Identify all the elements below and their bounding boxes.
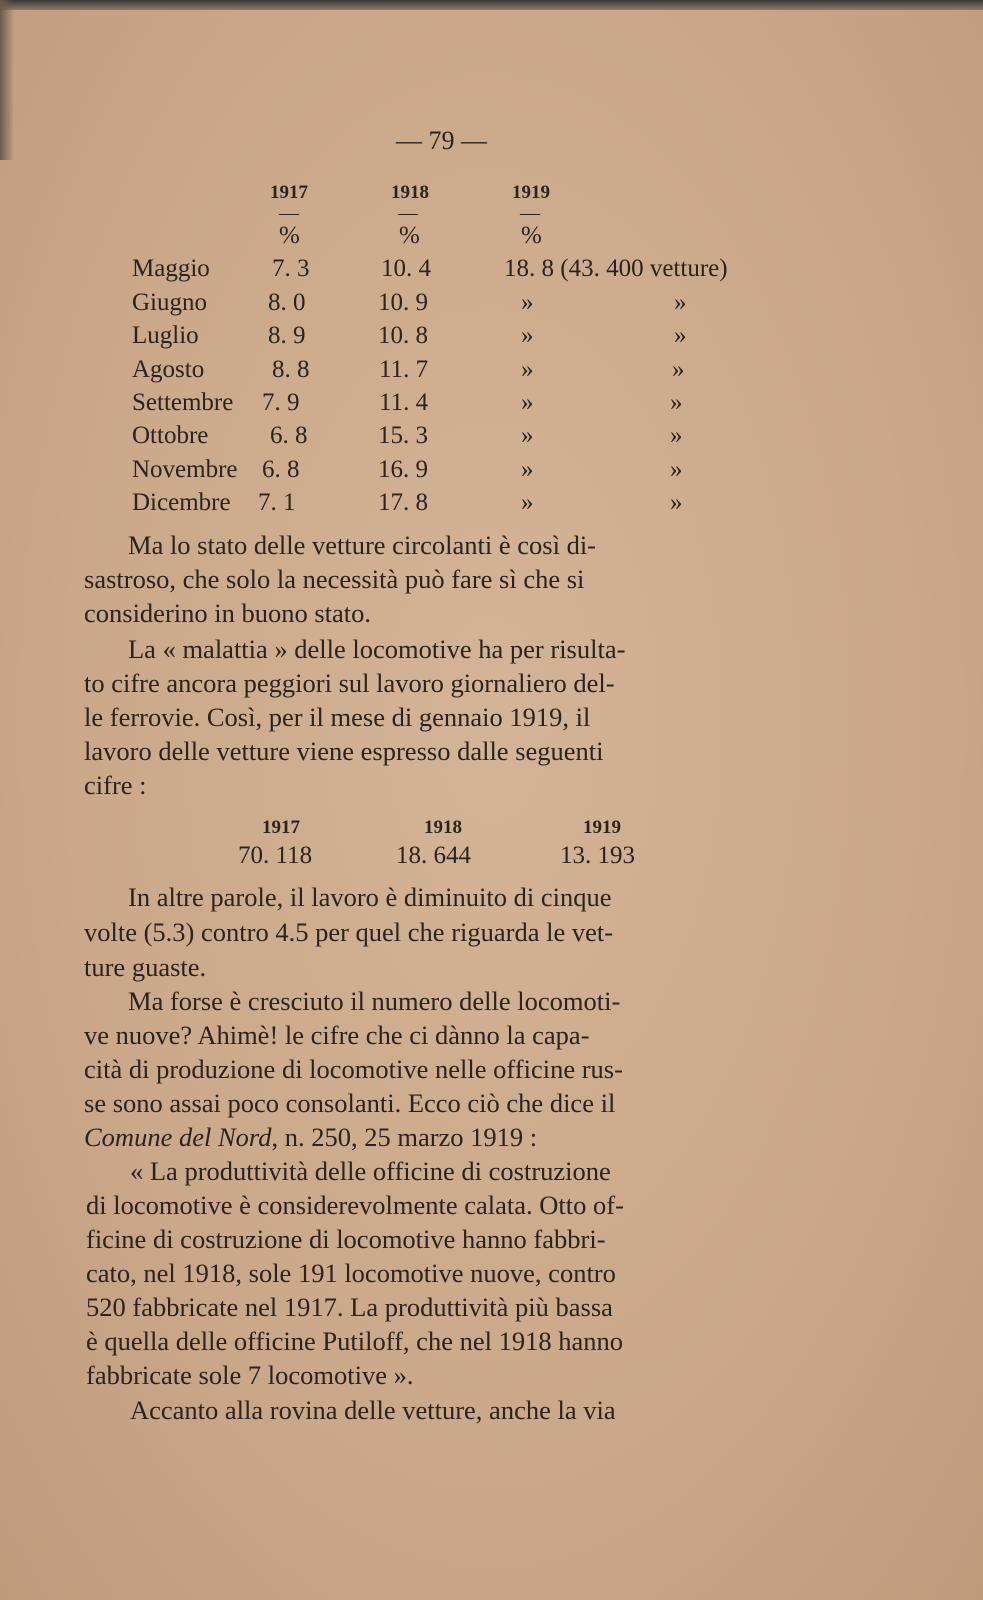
table1-value-extra: » [674, 289, 687, 316]
table1-month: Novembre [132, 456, 238, 483]
table1-value-1919: 18. 8 (43. 400 vetture) [504, 255, 728, 282]
text-line: La « malattia » delle locomotive ha per risulta- [128, 634, 626, 664]
text-line: to cifre ancora peggiori sul lavoro giornaliero del- [84, 668, 615, 698]
text-line: sastroso, che solo la necessità può fare sì che si [84, 564, 585, 594]
table1-value-1919: » [521, 289, 534, 316]
table1-value-1919: » [521, 389, 534, 416]
table1-unit: % [521, 222, 542, 249]
text-line: di locomotive è considerevolmente calata. Otto of- [86, 1190, 624, 1220]
table2-value-1919: 13. 193 [560, 842, 635, 869]
table1-dash: — [520, 202, 540, 224]
table1-value-1918: 10. 8 [378, 322, 428, 349]
table1-value-1917: 8. 8 [272, 356, 310, 383]
citation-source: Comune del Nord [84, 1122, 272, 1152]
table1-month: Giugno [132, 289, 207, 316]
table1-month: Dicembre [132, 489, 231, 516]
page-edge-shadow [0, 0, 14, 160]
table1-year-1919: 1919 [512, 182, 550, 203]
citation-details: , n. 250, 25 marzo 1919 : [271, 1122, 538, 1152]
table1-year-1917: 1917 [270, 182, 308, 203]
top-border [0, 0, 983, 10]
table1-value-1918: 10. 4 [381, 255, 431, 282]
table1-value-1918: 16. 9 [378, 456, 428, 483]
text-line: Ma forse è cresciuto il numero delle locomoti- [128, 986, 621, 1016]
table1-value-extra: » [670, 422, 683, 449]
page-number: — 79 — [396, 126, 487, 155]
table1-value-1917: 6. 8 [262, 456, 300, 483]
table1-value-1919: » [521, 489, 534, 516]
table1-unit: % [399, 222, 420, 249]
table1-value-extra: » [670, 489, 683, 516]
table1-value-1919: » [521, 356, 534, 383]
text-line: cato, nel 1918, sole 191 locomotive nuove, contro [86, 1258, 616, 1288]
table2-year-1919: 1919 [583, 817, 621, 838]
table2-year-1917: 1917 [262, 817, 300, 838]
table1-value-1917: 8. 0 [268, 289, 306, 316]
table1-value-1918: 11. 7 [379, 356, 429, 383]
text-line: se sono assai poco consolanti. Ecco ciò che dice il [84, 1088, 616, 1118]
table1-value-1918: 10. 9 [378, 289, 428, 316]
text-line: Ma lo stato delle vetture circolanti è così di- [128, 530, 597, 560]
table1-month: Settembre [132, 389, 234, 416]
text-line-citation [84, 1122, 537, 1153]
table1-value-1918: 15. 3 [378, 422, 428, 449]
table1-value-1919: » [521, 322, 534, 349]
table1-dash: — [398, 202, 418, 224]
table1-value-extra: » [672, 356, 685, 383]
table1-value-extra: » [670, 389, 683, 416]
text-line: ficine di costruzione di locomotive hanno fabbri- [86, 1224, 606, 1254]
table2-value-1917: 70. 118 [238, 842, 313, 869]
text-line: ve nuove? Ahimè! le cifre che ci dànno la capa- [84, 1020, 590, 1050]
table1-value-1917: 7. 3 [272, 255, 310, 282]
table1-value-extra: » [670, 456, 683, 483]
table2-year-1918: 1918 [424, 817, 462, 838]
table1-month: Maggio [132, 255, 210, 282]
table1-month: Ottobre [132, 422, 209, 449]
table1-year-1918: 1918 [391, 182, 429, 203]
table1-value-1918: 11. 4 [379, 389, 429, 416]
text-line: le ferrovie. Così, per il mese di gennaio 1919, il [84, 702, 591, 732]
text-line: volte (5.3) contro 4.5 per quel che riguarda le vet- [84, 917, 614, 947]
text-line: ture guaste. [84, 952, 207, 982]
text-line: cità di produzione di locomotive nelle officine rus- [84, 1054, 623, 1084]
text-line-last: Accanto alla rovina delle vetture, anche la via [130, 1395, 616, 1425]
table1-value-1917: 7. 9 [262, 389, 300, 416]
table1-month: Luglio [132, 322, 199, 349]
table1-unit: % [279, 222, 300, 249]
text-line: cifre : [84, 770, 147, 800]
table1-dash: — [279, 202, 299, 224]
table1-value-1917: 6. 8 [270, 422, 308, 449]
text-line: « La produttività delle officine di costruzione [130, 1156, 611, 1186]
table1-value-1919: » [521, 422, 534, 449]
text-line: 520 fabbricate nel 1917. La produttività più bassa [86, 1292, 613, 1322]
table2-value-1918: 18. 644 [396, 842, 471, 869]
table1-value-1918: 17. 8 [378, 489, 428, 516]
text-line: è quella delle officine Putiloff, che nel 1918 hanno [86, 1326, 623, 1356]
table1-value-extra: » [674, 322, 687, 349]
text-line: considerino in buono stato. [84, 598, 372, 628]
table1-month: Agosto [132, 356, 205, 383]
table1-value-1917: 8. 9 [268, 322, 306, 349]
table1-value-1919: » [521, 456, 534, 483]
table1-value-1917: 7. 1 [258, 489, 296, 516]
text-line: fabbricate sole 7 locomotive ». [86, 1360, 414, 1390]
text-line: In altre parole, il lavoro è diminuito di cinque [128, 882, 612, 912]
text-line: lavoro delle vetture viene espresso dalle seguenti [84, 736, 604, 766]
